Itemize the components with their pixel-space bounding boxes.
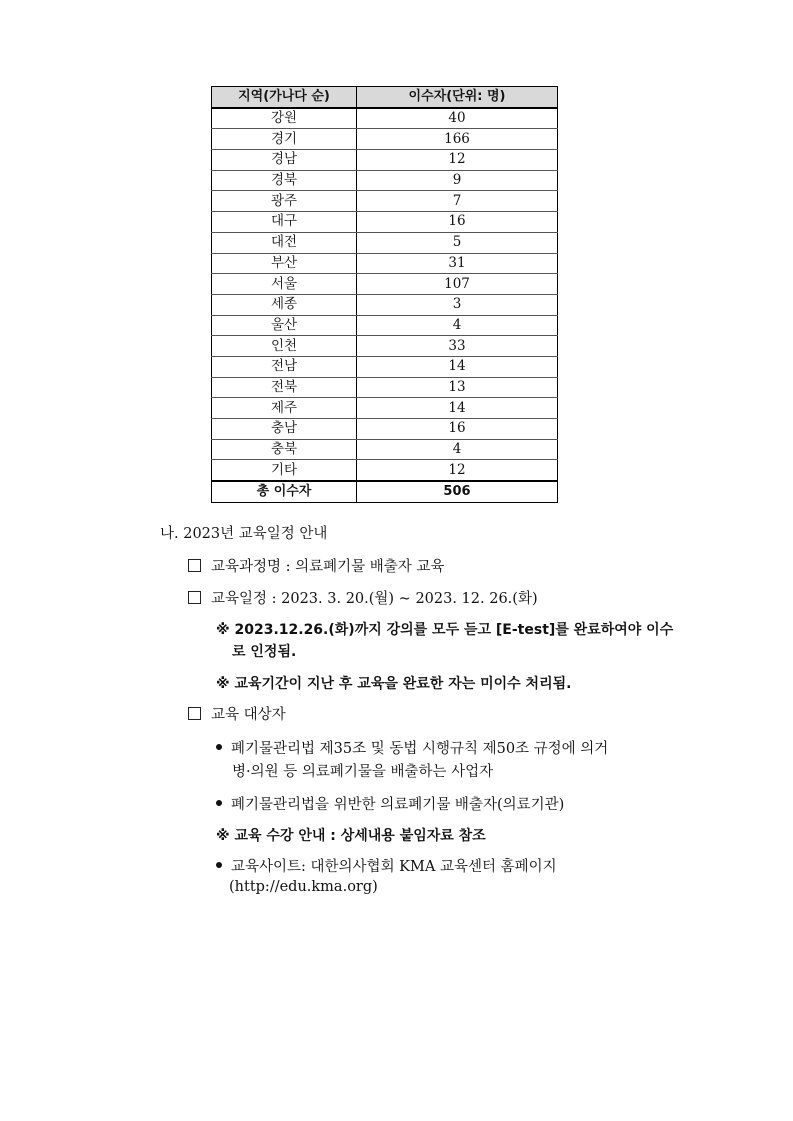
bullet-law-text: 폐기물관리법 제35조 및 동법 시행규칙 제50조 규정에 의거 (231, 741, 609, 757)
total-label: 총 이수자 (212, 481, 357, 502)
region-cell: 부산 (212, 253, 357, 274)
bullet-site-text: 교육사이트: 대한의사협회 KMA 교육센터 홈페이지 (231, 859, 557, 875)
count-cell: 31 (357, 253, 558, 274)
region-cell: 대전 (212, 232, 357, 253)
table-row (212, 439, 558, 460)
table-row (212, 460, 558, 481)
schedule-text: 교육일정 : 2023. 3. 20.(월) ~ 2023. 12. 26.(화) (211, 591, 538, 607)
checkbox-square-icon (188, 559, 201, 572)
count-cell: 5 (357, 232, 558, 253)
total-count: 506 (357, 481, 558, 502)
region-cell: 제주 (212, 398, 357, 419)
region-cell: 경기 (212, 129, 357, 150)
region-cell: 전북 (212, 377, 357, 398)
region-cell: 광주 (212, 191, 357, 212)
section-heading: 나. 2023년 교육일정 안내 (160, 526, 328, 542)
table-row (212, 315, 558, 336)
bullet-icon (216, 744, 222, 750)
target-heading-item (188, 703, 286, 724)
region-completion-table (211, 86, 558, 503)
table-row (212, 150, 558, 171)
region-cell: 인천 (212, 336, 357, 357)
region-cell: 경남 (212, 150, 357, 171)
schedule-item (188, 587, 538, 608)
table-row (212, 377, 558, 398)
table-row (212, 232, 558, 253)
count-cell: 40 (357, 108, 558, 129)
table-row (212, 398, 558, 419)
note-late-completion: ※ 교육기간이 지난 후 교육을 완료한 자는 미이수 처리됨. (216, 676, 572, 692)
course-text: 교육과정명 : 의료폐기물 배출자 교육 (211, 559, 445, 575)
count-cell: 166 (357, 129, 558, 150)
region-cell: 전남 (212, 356, 357, 377)
table-total-row (212, 481, 558, 502)
count-cell: 16 (357, 212, 558, 233)
bullet-violator-text: 폐기물관리법을 위반한 의료폐기물 배출자(의료기관) (231, 797, 565, 813)
region-cell: 충남 (212, 419, 357, 440)
table-row (212, 356, 558, 377)
table-row (212, 108, 558, 129)
count-cell: 9 (357, 170, 558, 191)
bullet-law-line2: 병·의원 등 의료폐기물을 배출하는 사업자 (232, 764, 494, 780)
count-cell: 14 (357, 356, 558, 377)
bullet-violator (216, 793, 564, 814)
count-cell: 4 (357, 439, 558, 460)
region-cell: 기타 (212, 460, 357, 481)
count-cell: 13 (357, 377, 558, 398)
table-row (212, 294, 558, 315)
table-header-row (212, 87, 558, 108)
region-cell: 서울 (212, 274, 357, 295)
count-cell: 16 (357, 419, 558, 440)
table-row (212, 419, 558, 440)
bullet-icon (216, 862, 222, 868)
region-cell: 대구 (212, 212, 357, 233)
bullet-site-line1 (216, 855, 557, 876)
note-etest-line2: 로 인정됨. (232, 644, 297, 660)
count-cell: 14 (357, 398, 558, 419)
count-cell: 107 (357, 274, 558, 295)
count-cell: 33 (357, 336, 558, 357)
table-row (212, 212, 558, 233)
count-cell: 12 (357, 150, 558, 171)
bullet-icon (216, 800, 222, 806)
table-row (212, 253, 558, 274)
site-url-link[interactable]: (http://edu.kma.org) (229, 879, 378, 895)
note-course-guide: ※ 교육 수강 안내 : 상세내용 붙임자료 참조 (216, 828, 486, 844)
table-row (212, 170, 558, 191)
region-cell: 충북 (212, 439, 357, 460)
region-cell: 경북 (212, 170, 357, 191)
region-cell: 세종 (212, 294, 357, 315)
region-cell: 울산 (212, 315, 357, 336)
course-item (188, 555, 444, 576)
bullet-law-line1 (216, 737, 608, 758)
table-row (212, 191, 558, 212)
region-cell: 강원 (212, 108, 357, 129)
target-heading-text: 교육 대상자 (211, 707, 286, 723)
header-count: 이수자(단위: 명) (357, 87, 558, 108)
count-cell: 12 (357, 460, 558, 481)
count-cell: 4 (357, 315, 558, 336)
count-cell: 7 (357, 191, 558, 212)
checkbox-square-icon (188, 707, 201, 720)
count-cell: 3 (357, 294, 558, 315)
note-etest-line1: ※ 2023.12.26.(화)까지 강의를 모두 듣고 [E-test]를 완료하여야 이수 (216, 622, 674, 638)
header-region: 지역(가나다 순) (212, 87, 357, 108)
checkbox-square-icon (188, 591, 201, 604)
table-row (212, 336, 558, 357)
table-row (212, 129, 558, 150)
table-row (212, 274, 558, 295)
